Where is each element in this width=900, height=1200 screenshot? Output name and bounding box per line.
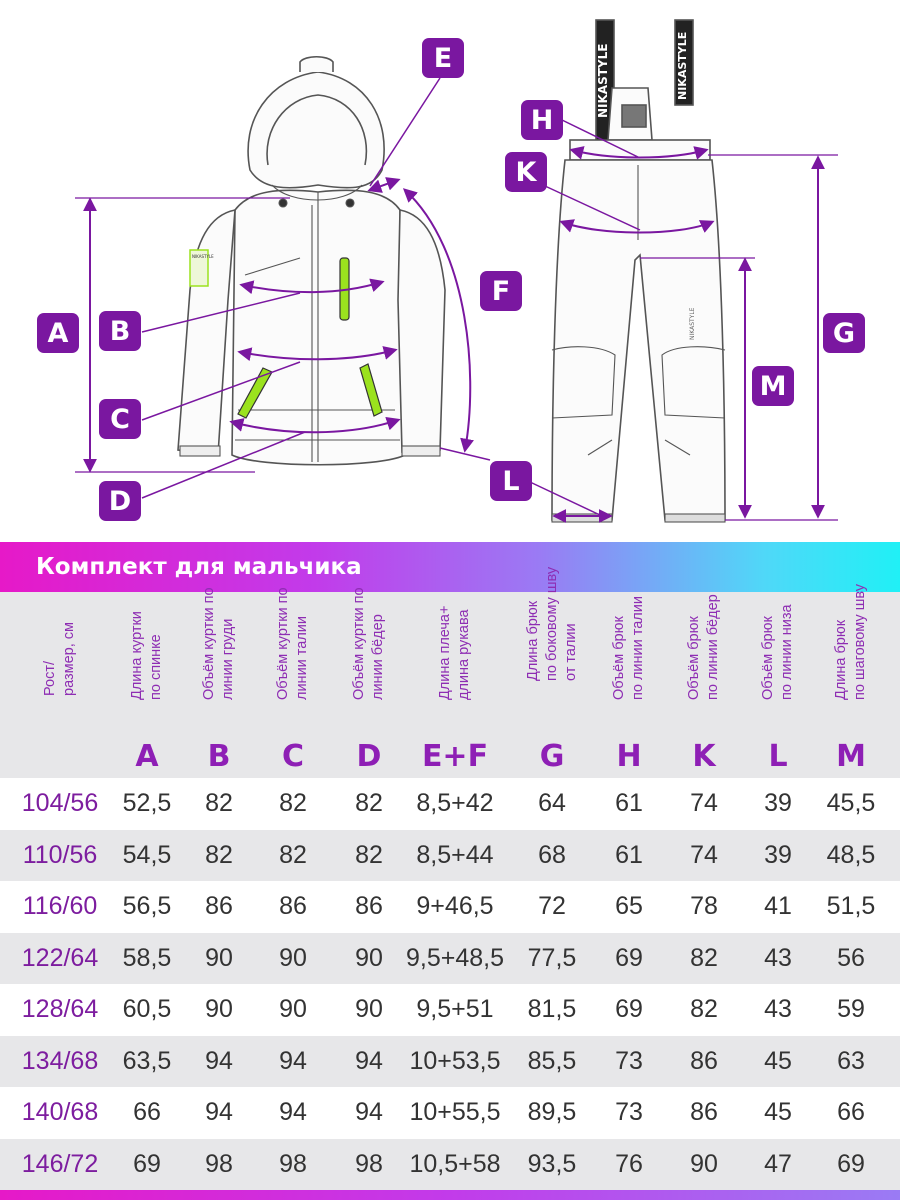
measurement-cell: 41 — [764, 892, 792, 921]
measurement-cell: 69 — [133, 1149, 161, 1178]
column-code: A — [135, 739, 159, 774]
column-header-label: Объём куртки по линии бёдер — [351, 587, 386, 700]
measurement-cell: 39 — [764, 789, 792, 818]
measurement-cell: 54,5 — [122, 840, 172, 869]
measurement-cell: 86 — [355, 892, 383, 921]
measurement-cell: 45 — [764, 1046, 792, 1075]
measurement-cell: 43 — [764, 943, 792, 972]
size-cell: 140/68 — [21, 1098, 99, 1127]
column-header-label: Рост/ размер, см — [42, 622, 77, 696]
measurement-cell: 45,5 — [826, 789, 876, 818]
measurement-cell: 48,5 — [826, 840, 876, 869]
measurement-cell: 43 — [764, 995, 792, 1024]
measurement-cell: 90 — [355, 943, 383, 972]
measurement-cell: 82 — [690, 995, 718, 1024]
measurement-cell: 47 — [764, 1149, 792, 1178]
measurement-cell: 90 — [690, 1149, 718, 1178]
label-g: G — [823, 313, 865, 353]
column-code: L — [768, 739, 788, 774]
size-cell: 110/56 — [22, 840, 98, 869]
measurement-cell: 74 — [690, 840, 718, 869]
measurement-cell: 93,5 — [527, 1149, 577, 1178]
column-header — [405, 592, 505, 778]
table-row — [0, 881, 900, 933]
size-cell: 116/60 — [22, 892, 98, 921]
column-header-label: Длина плеча+ длина рукава — [437, 605, 472, 700]
measurement-cell: 78 — [690, 892, 718, 921]
measurement-cell: 82 — [205, 789, 233, 818]
measurement-cell: 73 — [615, 1046, 643, 1075]
measurement-cell: 85,5 — [527, 1046, 577, 1075]
measurement-cell: 94 — [205, 1046, 233, 1075]
label-k: K — [505, 152, 547, 192]
column-header — [668, 592, 740, 778]
measurement-cell: 45 — [764, 1098, 792, 1127]
label-h: H — [521, 100, 563, 140]
column-header-label: Объём брюк по линии бёдер — [686, 594, 721, 700]
measurement-cell: 61 — [615, 789, 643, 818]
measurement-cell: 63 — [837, 1046, 865, 1075]
measurement-cell: 86 — [205, 892, 233, 921]
measurement-cell: 8,5+44 — [416, 840, 494, 869]
measurement-cell: 90 — [205, 943, 233, 972]
measurement-cell: 69 — [837, 1149, 865, 1178]
measurement-cell: 66 — [837, 1098, 865, 1127]
measurement-cell: 61 — [615, 840, 643, 869]
measurement-cell: 82 — [279, 789, 307, 818]
measurement-cell: 10+55,5 — [409, 1098, 501, 1127]
measurement-cell: 86 — [690, 1046, 718, 1075]
column-header-label: Длина брюк по шаговому шву — [833, 584, 868, 700]
measurement-cell: 86 — [690, 1098, 718, 1127]
measurement-cell: 56 — [837, 943, 865, 972]
size-cell: 104/56 — [21, 789, 99, 818]
measurement-cell: 63,5 — [122, 1046, 172, 1075]
column-code: E+F — [421, 739, 489, 774]
measurement-cell: 90 — [355, 995, 383, 1024]
measurement-cell: 82 — [205, 840, 233, 869]
column-header-label: Длина брюк по боковому шву от талии — [524, 566, 579, 681]
column-code: M — [836, 739, 866, 774]
sleeve-patch-text: NIKASTYLE — [192, 254, 214, 259]
measurement-cell: 58,5 — [122, 943, 172, 972]
table-row — [0, 933, 900, 985]
banner-title: Комплект для мальчика — [36, 554, 362, 580]
measurement-cell: 86 — [279, 892, 307, 921]
label-b: B — [99, 311, 141, 351]
measurement-cell: 65 — [615, 892, 643, 921]
measurement-cell: 8,5+42 — [416, 789, 494, 818]
measurement-cell: 90 — [279, 995, 307, 1024]
column-header — [111, 592, 183, 778]
label-a: A — [37, 313, 79, 353]
measurement-cell: 77,5 — [527, 943, 577, 972]
measurement-cell: 69 — [615, 995, 643, 1024]
label-l: L — [490, 461, 532, 501]
column-header-label: Объём брюк по линии талии — [611, 596, 646, 700]
column-header — [256, 587, 330, 778]
column-code: K — [692, 739, 716, 774]
measurement-cell: 82 — [279, 840, 307, 869]
column-code: G — [539, 739, 565, 774]
table-row — [0, 830, 900, 882]
measurement-cell: 89,5 — [527, 1098, 577, 1127]
column-header — [332, 587, 406, 778]
strap-text-right: NIKASTYLE — [676, 31, 689, 100]
measurement-cell: 94 — [279, 1046, 307, 1075]
size-cell: 122/64 — [21, 943, 99, 972]
measurement-cell: 94 — [355, 1046, 383, 1075]
measurement-cell: 51,5 — [826, 892, 876, 921]
measurement-cell: 82 — [355, 789, 383, 818]
measurement-cell: 69 — [615, 943, 643, 972]
label-f: F — [480, 271, 522, 311]
measurement-cell: 74 — [690, 789, 718, 818]
table-row — [0, 1036, 900, 1088]
pants-outline — [552, 20, 725, 520]
measurement-cell: 98 — [355, 1149, 383, 1178]
measurement-cell: 94 — [355, 1098, 383, 1127]
measurement-cell: 82 — [690, 943, 718, 972]
column-header — [811, 584, 891, 778]
measurement-diagram — [0, 0, 900, 540]
measurement-cell: 10+53,5 — [409, 1046, 501, 1075]
measurement-cell: 10,5+58 — [409, 1149, 501, 1178]
column-header — [594, 592, 664, 778]
measurement-cell: 60,5 — [122, 995, 172, 1024]
measurement-cell: 90 — [279, 943, 307, 972]
table-row — [0, 984, 900, 1036]
column-code: H — [616, 739, 642, 774]
label-d: D — [99, 481, 141, 521]
measurement-cell: 98 — [279, 1149, 307, 1178]
measurement-cell: 68 — [538, 840, 566, 869]
strap-text-left: NIKASTYLE — [596, 43, 610, 118]
size-cell: 134/68 — [21, 1046, 99, 1075]
measurement-cell: 59 — [837, 995, 865, 1024]
label-e: E — [422, 38, 464, 78]
column-header — [10, 592, 110, 778]
measurement-cell: 9,5+51 — [416, 995, 494, 1024]
size-table-body — [0, 778, 900, 1190]
measurement-cell: 56,5 — [122, 892, 172, 921]
table-row — [0, 1139, 900, 1191]
measurement-cell: 39 — [764, 840, 792, 869]
column-code: B — [207, 739, 231, 774]
pants-brand-label: NIKASTYLE — [689, 307, 696, 340]
column-header — [507, 566, 597, 778]
column-header-label: Объём куртки по линии талии — [275, 587, 310, 700]
measurement-cell: 73 — [615, 1098, 643, 1127]
column-header-label: Длина куртки по спинке — [129, 611, 164, 700]
size-cell: 146/72 — [21, 1149, 99, 1178]
measurement-cell: 52,5 — [122, 789, 172, 818]
column-header — [183, 587, 255, 778]
measurement-cell: 94 — [279, 1098, 307, 1127]
measurement-cell: 90 — [205, 995, 233, 1024]
column-header-label: Объём куртки по линии груди — [201, 587, 236, 700]
column-header — [742, 592, 814, 778]
title-banner — [0, 542, 900, 592]
measurement-cell: 94 — [205, 1098, 233, 1127]
measurement-cell: 82 — [355, 840, 383, 869]
bottom-accent-bar — [0, 1190, 900, 1200]
table-row — [0, 778, 900, 830]
measurement-cell: 81,5 — [527, 995, 577, 1024]
garment-drawing — [0, 0, 900, 540]
measurement-cell: 98 — [205, 1149, 233, 1178]
measurement-cell: 64 — [538, 789, 566, 818]
column-code: C — [281, 739, 305, 774]
measurement-cell: 72 — [538, 892, 566, 921]
column-header-label: Объём брюк по линии низа — [760, 604, 795, 700]
label-c: C — [99, 399, 141, 439]
table-row — [0, 1087, 900, 1139]
measurement-cell: 76 — [615, 1149, 643, 1178]
measurement-cell: 9+46,5 — [416, 892, 494, 921]
measurement-cell: 9,5+48,5 — [405, 943, 504, 972]
label-m: M — [752, 366, 794, 406]
size-cell: 128/64 — [21, 995, 99, 1024]
column-code: D — [356, 739, 382, 774]
measurement-cell: 66 — [133, 1098, 161, 1127]
